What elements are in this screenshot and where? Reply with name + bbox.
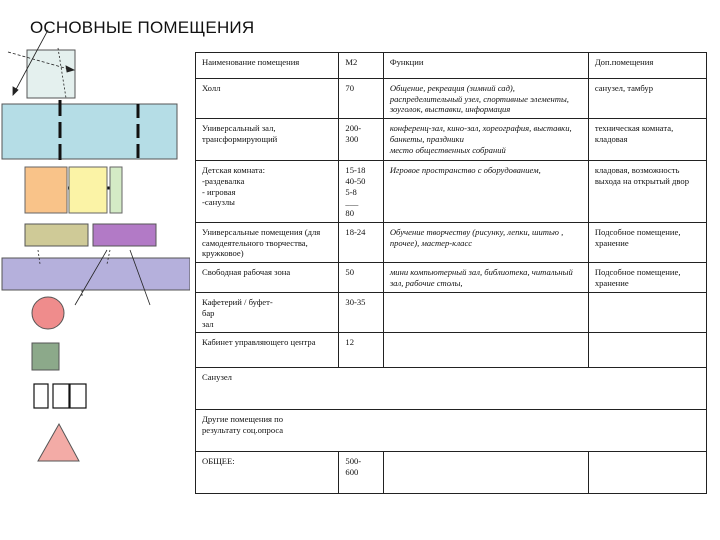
room-extra: кладовая, возможность выхода на открытый двор — [588, 161, 706, 223]
table-row — [196, 410, 707, 452]
creative-purple-block — [93, 224, 156, 246]
table-header-row — [196, 53, 707, 79]
sanitary-row-label: Санузел — [196, 368, 707, 410]
table-total-row — [196, 452, 707, 494]
creative-olive-block — [25, 224, 88, 246]
table-row — [196, 119, 707, 161]
room-diagram — [0, 0, 190, 540]
room-extra: Подсобное помещение, хранение — [588, 222, 706, 262]
room-area: 200- 300 — [339, 119, 383, 161]
room-area: 12 — [339, 333, 383, 368]
room-functions — [383, 333, 588, 368]
header-name: Наименование помещения — [196, 53, 339, 79]
kids-orange-block — [25, 167, 67, 213]
room-extra — [588, 333, 706, 368]
room-area: 30-35 — [339, 293, 383, 333]
total-extra-empty — [588, 452, 706, 494]
other-rooms-text: Другие помещения по результату соц.опроса — [202, 414, 284, 436]
rooms-table — [195, 52, 707, 494]
room-functions: конференц-зал, кино-зал, хореография, выставки, банкеты, праздники место общественных собраний — [383, 119, 588, 161]
room-functions — [383, 293, 588, 333]
hall-block — [27, 50, 75, 98]
table-row — [196, 79, 707, 119]
free-zone-block — [2, 258, 190, 290]
page-title: ОСНОВНЫЕ ПОМЕЩЕНИЯ — [30, 18, 255, 37]
room-name: Универсальные помещения (для самодеятельного творчества, кружковое) — [196, 222, 339, 262]
room-name: Кабинет управляющего центра — [196, 333, 339, 368]
cafe-circle — [32, 297, 64, 329]
office-block — [32, 343, 59, 370]
room-name: Универсальный зал, трансформирующий — [196, 119, 339, 161]
room-area: 15-18 40-50 5-8 ___ 80 — [339, 161, 383, 223]
room-extra: техническая комната, кладовая — [588, 119, 706, 161]
sanitary-block-2 — [53, 384, 69, 408]
header-extra: Доп.помещения — [588, 53, 706, 79]
room-extra: санузел, тамбур — [588, 79, 706, 119]
room-extra — [588, 293, 706, 333]
total-area: 500- 600 — [339, 452, 383, 494]
sanitary-block-1 — [34, 384, 48, 408]
kids-yellow-block — [69, 167, 107, 213]
room-area: 50 — [339, 263, 383, 293]
room-extra: Подсобное помещение, хранение — [588, 263, 706, 293]
table-row — [196, 263, 707, 293]
other-rooms-triangle — [38, 424, 79, 461]
header-functions: Функции — [383, 53, 588, 79]
total-label: ОБЩЕЕ: — [196, 452, 339, 494]
sanitary-block-3 — [70, 384, 86, 408]
room-functions: Обучение творчеству (рисунку, лепки, шитью , прочее), мастер-класс — [383, 222, 588, 262]
header-area: М2 — [339, 53, 383, 79]
table-row — [196, 222, 707, 262]
room-name: Свободная рабочая зона — [196, 263, 339, 293]
kids-green-block — [110, 167, 122, 213]
room-area: 70 — [339, 79, 383, 119]
universal-hall-block — [2, 104, 177, 159]
room-name: Детская комната: -раздевалка - игровая -санузлы — [196, 161, 339, 223]
room-functions: Общение, рекреация (зимний сад), распределительный узел, спортивные элементы, зоуголок, выставки, информация — [383, 79, 588, 119]
room-functions: мини компьютерный зал, библиотека, читальный зал, рабочие столы, — [383, 263, 588, 293]
room-name: Кафетерий / буфет- бар зал — [196, 293, 339, 333]
room-area: 18-24 — [339, 222, 383, 262]
room-name: Холл — [196, 79, 339, 119]
table-row — [196, 161, 707, 223]
table-row — [196, 293, 707, 333]
table-row — [196, 368, 707, 410]
table-row — [196, 333, 707, 368]
total-functions-empty — [383, 452, 588, 494]
room-functions: Игровое пространство с оборудованием, — [383, 161, 588, 223]
other-rooms-row-label — [196, 410, 707, 452]
